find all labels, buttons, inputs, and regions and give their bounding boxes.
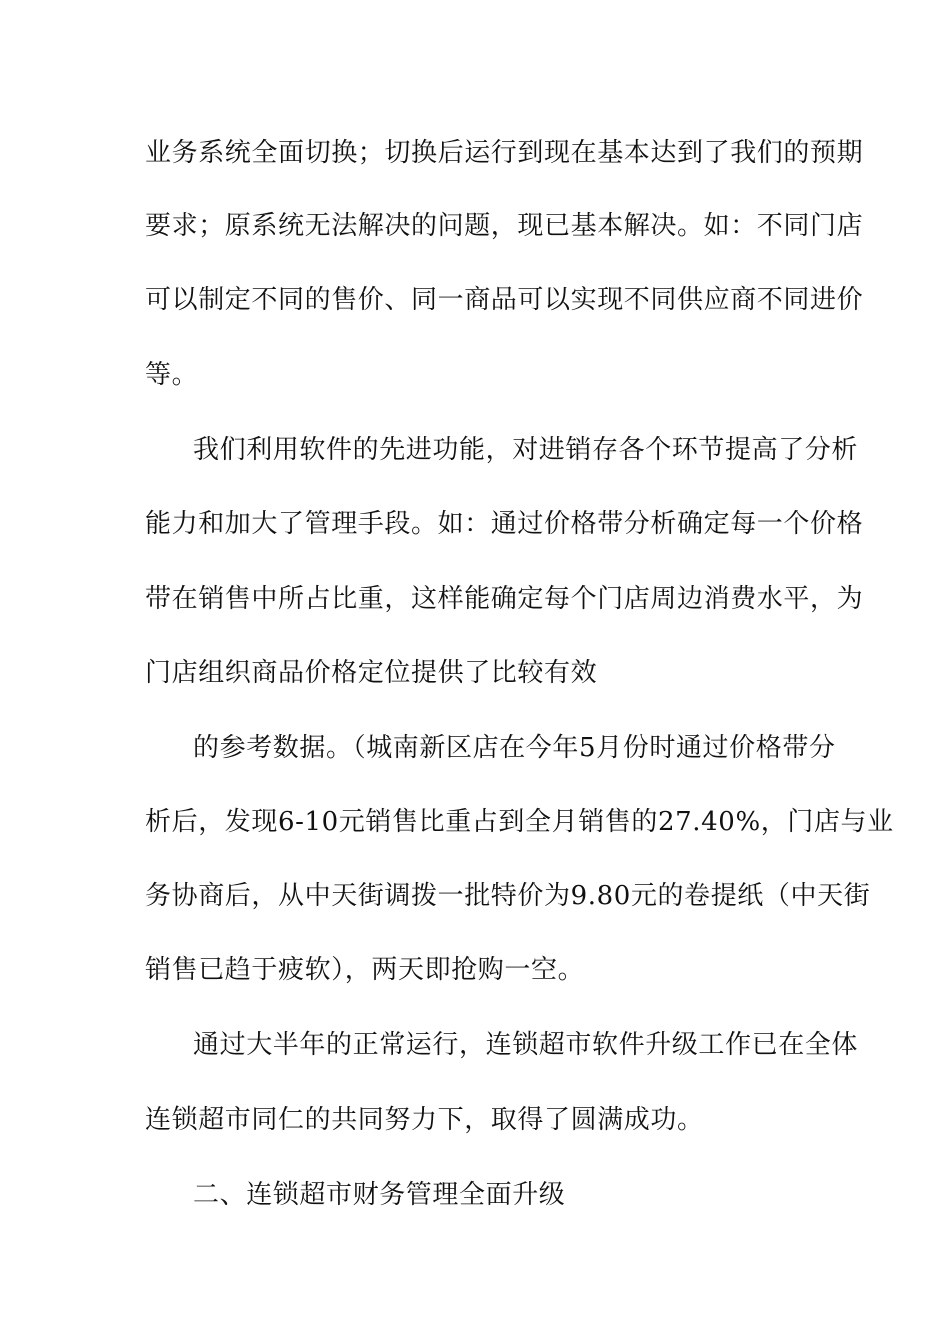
paragraph-start-line: 的参考数据。（城南新区店在今年5月份时通过价格带分	[193, 733, 836, 763]
body-text-line: 等。	[145, 360, 199, 390]
body-text-line: 带在销售中所占比重，这样能确定每个门店周边消费水平，为	[145, 584, 864, 614]
body-text-line: 要求；原系统无法解决的问题，现已基本解决。如：不同门店	[145, 211, 864, 241]
body-text-line: 连锁超市同仁的共同努力下，取得了圆满成功。	[145, 1105, 704, 1135]
body-text-line: 销售已趋于疲软），两天即抢购一空。	[145, 955, 585, 985]
body-text-line: 门店组织商品价格定位提供了比较有效	[145, 658, 598, 688]
section-heading: 二、连锁超市财务管理全面升级	[193, 1180, 566, 1210]
body-text-line: 能力和加大了管理手段。如：通过价格带分析确定每一个价格	[145, 509, 864, 539]
paragraph-start-line: 我们利用软件的先进功能，对进销存各个环节提高了分析	[193, 435, 859, 465]
body-text-line: 务协商后，从中天街调拨一批特价为9.80元的卷提纸（中天街	[145, 881, 871, 911]
paragraph-start-line: 通过大半年的正常运行，连锁超市软件升级工作已在全体	[193, 1030, 859, 1060]
body-text-line: 析后，发现6-10元销售比重占到全月销售的27.40%，门店与业	[145, 807, 894, 837]
body-text-line: 业务系统全面切换；切换后运行到现在基本达到了我们的预期	[145, 138, 864, 168]
body-text-line: 可以制定不同的售价、同一商品可以实现不同供应商不同进价	[145, 285, 864, 315]
